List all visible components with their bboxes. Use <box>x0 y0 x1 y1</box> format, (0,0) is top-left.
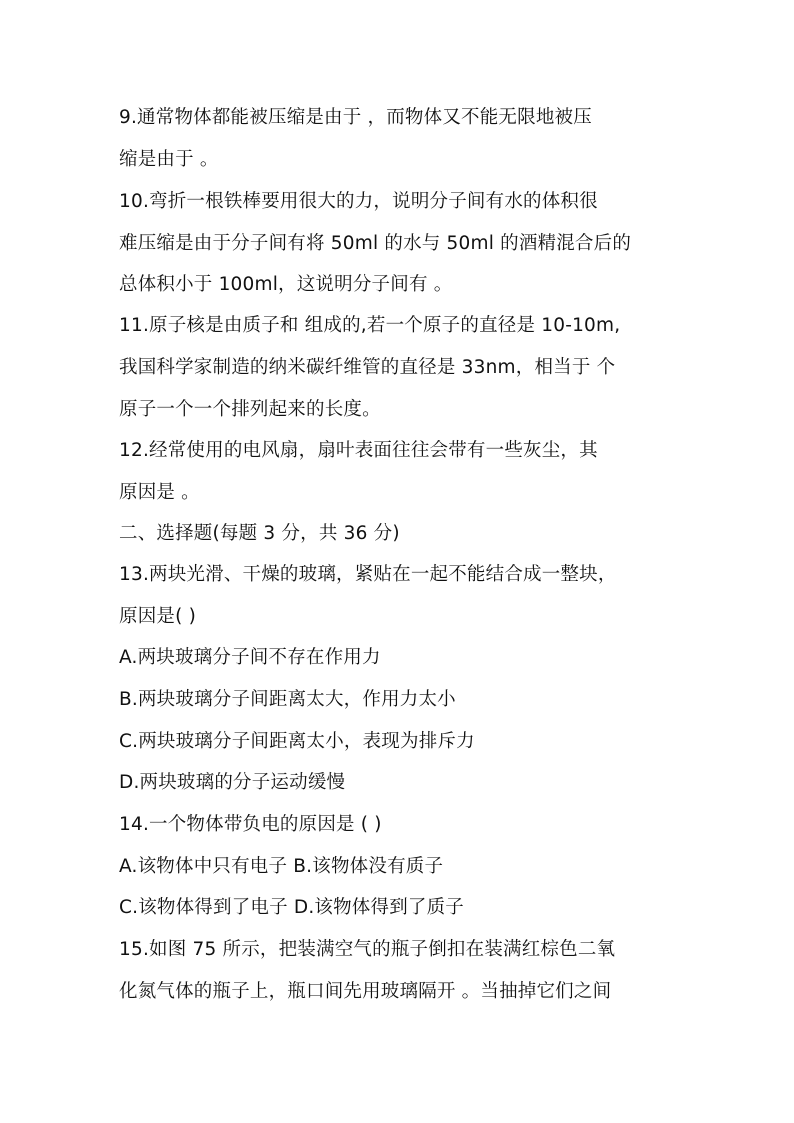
question-14-options-cd: C.该物体得到了电子 D.该物体得到了质子 <box>119 897 465 918</box>
question-14-options-ab: A.该物体中只有电子 B.该物体没有质子 <box>119 856 444 877</box>
question-9-line-1: 9.通常物体都能被压缩是由于 ，而物体又不能无限地被压 <box>119 107 592 128</box>
question-12-line-2: 原因是 。 <box>119 482 200 503</box>
section-heading: 二、选择题(每题 3 分，共 36 分) <box>119 523 400 544</box>
question-13-option-d: D.两块玻璃的分子运动缓慢 <box>119 772 346 793</box>
question-15-line-2: 化氮气体的瓶子上，瓶口间先用玻璃隔开 。当抽掉它们之间 <box>119 981 612 1002</box>
question-10-line-3: 总体积小于 100ml，这说明分子间有 。 <box>119 274 453 295</box>
question-15-line-1: 15.如图 75 所示，把装满空气的瓶子倒扣在装满红棕色二氧 <box>119 939 616 960</box>
question-12-line-1: 12.经常使用的电风扇，扇叶表面往往会带有一些灰尘，其 <box>119 440 598 461</box>
question-10-line-2: 难压缩是由于分子间有将 50ml 的水与 50ml 的酒精混合后的 <box>119 233 632 254</box>
question-13-line-1: 13.两块光滑、干燥的玻璃，紧贴在一起不能结合成一整块， <box>119 564 617 585</box>
question-11-line-2: 我国科学家制造的纳米碳纤维管的直径是 33nm，相当于 个 <box>119 357 616 378</box>
question-13-option-a: A.两块玻璃分子间不存在作用力 <box>119 647 381 668</box>
question-13-option-c: C.两块玻璃分子间距离太小，表现为排斥力 <box>119 731 475 752</box>
question-11-line-3: 原子一个一个排列起来的长度。 <box>119 399 381 420</box>
question-9-line-2: 缩是由于 。 <box>119 149 219 170</box>
question-13-option-b: B.两块玻璃分子间距离太大，作用力太小 <box>119 689 456 710</box>
question-10-line-1: 10.弯折一根铁棒要用很大的力，说明分子间有水的体积很 <box>119 191 598 212</box>
question-13-line-2: 原因是( ) <box>119 606 197 627</box>
question-11-line-1: 11.原子核是由质子和 组成的,若一个原子的直径是 10-10m, <box>119 315 621 336</box>
question-14-line-1: 14.一个物体带负电的原因是 ( ) <box>119 814 382 835</box>
